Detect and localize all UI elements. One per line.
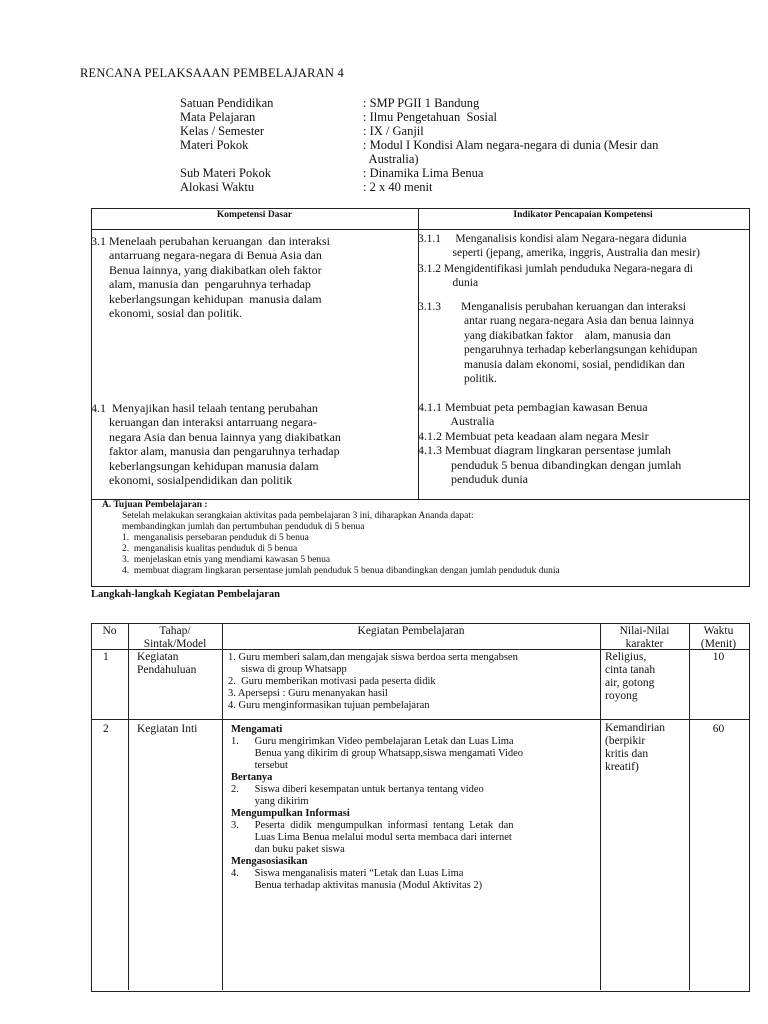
ipk-line: 4.1.3 Membuat diagram lingkaran persentase jumlah [418,443,671,458]
ipk-3-1-1 [418,232,748,260]
header-line: karakter [625,638,664,650]
ipk-line: seperti (jepang, amerika, inggris, Australia dan mesir) [418,247,700,259]
tujuan-intro-line: Setelah melakukan serangkaian aktivitas pada pembelajaran 3 ini, diharapkan Ananda dapat: [122,511,474,521]
row2-nilai [605,722,665,774]
kd-line: keberlangsungan kehidupan manusia dalam [91,458,319,473]
meta-value: : SMP PGII 1 Bandung [363,96,480,110]
ipk-4 [418,400,748,486]
tujuan-intro-line: membandingkan jumlah dan pertumbuhan penduduk di 5 benua [122,522,365,532]
activity-line: tersebut [231,760,288,771]
ipk-3-1-2 [418,262,748,290]
tahap-line: Kegiatan Inti [137,723,198,735]
meta-label: Satuan Pendidikan [180,96,274,110]
activity-heading: Mengumpulkan Informasi [231,808,350,819]
header-line: (Menit) [700,638,737,650]
kegiatan-line: 3. Apersepsi : Guru menanyakan hasil [228,688,388,699]
tujuan-intro [122,511,474,533]
nilai-line: Kemandirian [605,722,666,734]
kd-line: keruangan dan interaksi antarruang negara- [91,415,317,430]
meta-label: Materi Pokok [180,138,249,152]
header-no: No [102,625,117,637]
kegiatan-line: 2. Guru memberikan motivasi pada peserta didik [228,676,436,687]
row1-nilai [605,651,655,703]
row2-tahap [137,723,197,736]
ipk-line: antar ruang negara-negara Asia dan benua lainnya [418,315,694,328]
ipk-line: 3.1.2 Mengidentifikasi jumlah penduduka Negara-negara di [418,263,693,275]
header-kegiatan: Kegiatan Pembelajaran [357,625,465,637]
ipk-line: yang diakibatkan faktor alam, manusia dan [418,329,671,342]
meta-value: : Modul I Kondisi Alam negara-negara di dunia (Mesir dan [363,138,659,152]
col-divider-2 [222,623,223,990]
ipk-line: manusia dalam ekonomi, sosial, pendidikan dan [418,358,685,371]
header-indikator: Indikator Pencapaian Kompetensi [513,210,653,220]
activity-line: 1. Guru mengirimkan Video pembelajaran Letak dan Luas Lima [231,736,514,747]
row2-waktu: 60 [712,723,725,735]
nilai-line: cinta tanah [605,664,656,676]
tahap-line: Kegiatan [137,651,179,663]
tujuan-title: A. Tujuan Pembelajaran : [102,500,208,510]
row1-no: 1 [103,651,109,663]
nilai-line: air, gotong [605,677,655,689]
col-divider-1 [128,623,129,990]
col-divider-3 [600,623,601,990]
tahap-line: Pendahuluan [137,664,197,676]
ipk-line: 4.1.2 Membuat peta keadaan alam negara Mesir [418,428,649,443]
steps-row-divider [91,719,749,720]
meta-label: Alokasi Waktu [180,180,255,194]
nilai-line: kritis dan [605,748,649,760]
kd-line: 4.1 Menyajikan hasil telaah tentang perubahan [91,401,318,415]
ipk-line: penduduk dunia [418,472,528,487]
steps-title: Langkah-langkah Kegiatan Pembelajaran [91,589,281,600]
ipk-line: 3.1.1 Menganalisis kondisi alam Negara-negara didunia [418,233,687,245]
activity-line: yang dikirim [231,796,309,807]
kd-line: ekonomi, sosialpendidikan dan politik [91,473,293,488]
header-line: Nilai-Nilai [619,625,670,637]
activity-line: 2. Siswa diberi kesempatan untuk bertanya tentang video [231,784,484,795]
row1-kegiatan [228,652,518,712]
row2-no: 2 [103,723,109,735]
kd-3-1 [91,234,416,320]
kd-line: Benua lainnya, yang diakibatkan oleh faktor [91,262,322,277]
ipk-line: Australia [418,414,495,429]
ipk-line: 4.1.1 Membuat peta pembagian kawasan Benua [418,400,648,414]
kd-line: ekonomi, sosial dan politik. [91,306,242,321]
kd-line: negara Asia dan benua lainnya yang diakibatkan [91,429,341,444]
activity-line: 3. Peserta didik mengumpulkan informasi tentang Letak dan [231,820,514,831]
ipk-3-1-3 [418,300,748,386]
meta-label: Kelas / Semester [180,124,265,138]
header-line: Waktu [703,625,734,637]
header-line: Sintak/Model [143,638,207,650]
meta-value: : 2 x 40 menit [363,180,433,194]
tujuan-list [122,533,560,577]
document-title: RENCANA PELAKSAAAN PEMBELAJARAN 4 [80,66,344,80]
activity-line: dan buku paket siswa [231,844,345,855]
meta-value: : IX / Ganjil [363,124,424,138]
kd-line: alam, manusia dan pengaruhnya terhadap [91,277,311,292]
ipk-line: penduduk 5 benua dibandingkan dengan jumlah [418,457,682,472]
meta-value: : Ilmu Pengetahuan Sosial [363,110,498,124]
nilai-line: royong [605,690,638,702]
header-line: Tahap/ [159,625,191,637]
row2-kegiatan [231,724,523,892]
row1-waktu: 10 [712,651,725,663]
kd-4-1 [91,401,416,487]
activity-line: Benua yang dikirim di group Whatsapp,siswa mengamati Video [231,748,524,759]
header-nilai [600,625,689,651]
header-kompetensi-dasar: Kompetensi Dasar [216,210,293,220]
ipk-line: pengaruhnya terhadap keberlangsungan kehidupan [418,344,698,357]
nilai-line: kreatif) [605,761,639,773]
activity-heading: Bertanya [231,772,273,783]
activity-line: Luas Lima Benua melalui modul serta membaca dari internet [231,832,512,843]
header-tahap [128,625,222,651]
header-waktu [689,625,748,651]
tujuan-item: 3. menjelaskan etnis yang mendiami kawasan 5 benua [122,555,331,565]
meta-label: Mata Pelajaran [180,110,256,124]
kd-line: faktor alam, manusia dan pengaruhnya terhadap [91,444,340,459]
kd-line: 3.1 Menelaah perubahan keruangan dan interaksi [91,234,330,248]
ipk-line: dunia [418,277,479,289]
tujuan-item: 1. menganalisis persebaran penduduk di 5 benua [122,533,309,543]
kd-line: antarruang negara-negara di Benua Asia dan [91,248,322,263]
col-divider-4 [689,623,690,990]
activity-line: 4. Siswa menganalisis materi “Letak dan Luas Lima [231,868,464,879]
kegiatan-line: siswa di group Whatsapp [228,664,347,675]
activity-heading: Mengamati [231,724,283,735]
activity-line: Benua terhadap aktivitas manusia (Modul Aktivitas 2) [231,880,483,891]
kegiatan-line: 1. Guru memberi salam,dan mengajak siswa berdoa serta mengabsen [228,652,518,663]
nilai-line: Religius, [605,651,647,663]
nilai-line: (berpikir [605,735,646,747]
ipk-line: 3.1.3 Menganalisis perubahan keruangan dan interaksi [418,301,686,313]
tujuan-item: 2. menganalisis kualitas penduduk di 5 benua [122,544,298,554]
meta-value: Australia) [363,152,419,166]
meta-value: : Dinamika Lima Benua [363,166,484,180]
tujuan-item: 4. membuat diagram lingkaran persentase jumlah penduduk 5 benua dibandingkan dengan jumlah penduduk dunia [122,566,560,576]
kd-line: keberlangsungan kehidupan manusia dalam [91,291,322,306]
kegiatan-line: 4. Guru menginformasikan tujuan pembelajaran [228,700,430,711]
activity-heading: Mengasosiasikan [231,856,308,867]
ipk-line: politik. [418,373,497,386]
meta-label: Sub Materi Pokok [180,166,271,180]
header-divider [91,229,749,230]
row1-tahap [137,651,196,677]
